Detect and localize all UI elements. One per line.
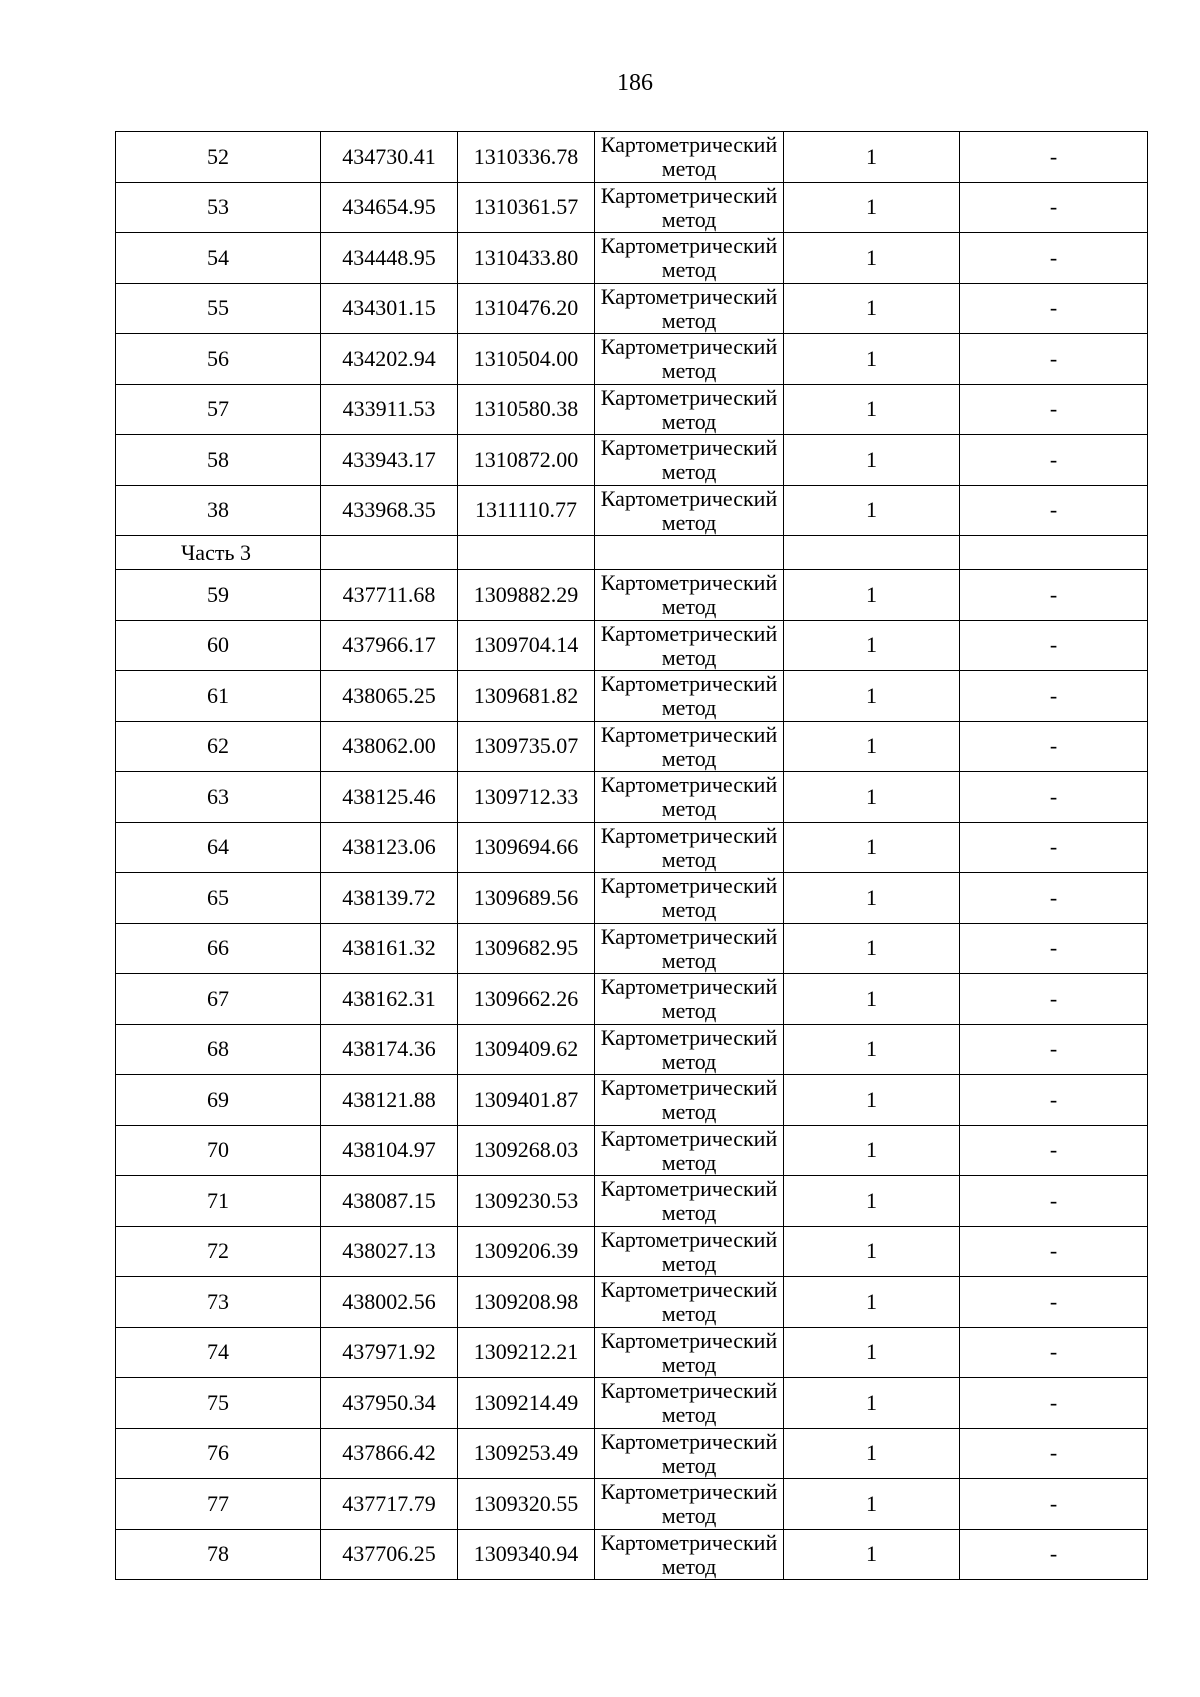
table-row (116, 1176, 1148, 1227)
empty-cell (595, 536, 784, 570)
point-number-cell: 65 (116, 873, 321, 924)
x-coordinate-cell: 437711.68 (321, 570, 458, 621)
table-row (116, 620, 1148, 671)
x-coordinate-cell: 438002.56 (321, 1277, 458, 1328)
x-coordinate-cell: 437971.92 (321, 1327, 458, 1378)
note-cell: - (960, 1277, 1148, 1328)
note-cell: - (960, 1327, 1148, 1378)
section-row (116, 536, 1148, 570)
method-cell: Картометрический метод (595, 873, 784, 924)
method-cell: Картометрический метод (595, 132, 784, 183)
note-cell: - (960, 1024, 1148, 1075)
accuracy-cell: 1 (784, 435, 960, 486)
table-row (116, 923, 1148, 974)
accuracy-cell: 1 (784, 1327, 960, 1378)
accuracy-cell: 1 (784, 772, 960, 823)
method-cell: Картометрический метод (595, 485, 784, 536)
table-row (116, 1327, 1148, 1378)
point-number-cell: 57 (116, 384, 321, 435)
x-coordinate-cell: 437866.42 (321, 1428, 458, 1479)
table-row (116, 721, 1148, 772)
x-coordinate-cell: 438104.97 (321, 1125, 458, 1176)
method-cell: Картометрический метод (595, 822, 784, 873)
point-number-cell: 72 (116, 1226, 321, 1277)
table-row (116, 485, 1148, 536)
note-cell: - (960, 1176, 1148, 1227)
note-cell: - (960, 772, 1148, 823)
point-number-cell: 52 (116, 132, 321, 183)
y-coordinate-cell: 1309704.14 (458, 620, 595, 671)
x-coordinate-cell: 438062.00 (321, 721, 458, 772)
y-coordinate-cell: 1311110.77 (458, 485, 595, 536)
y-coordinate-cell: 1310580.38 (458, 384, 595, 435)
accuracy-cell: 1 (784, 1378, 960, 1429)
accuracy-cell: 1 (784, 233, 960, 284)
x-coordinate-cell: 438123.06 (321, 822, 458, 873)
accuracy-cell: 1 (784, 384, 960, 435)
table-row (116, 1479, 1148, 1530)
note-cell: - (960, 334, 1148, 385)
point-number-cell: 56 (116, 334, 321, 385)
accuracy-cell: 1 (784, 873, 960, 924)
y-coordinate-cell: 1309712.33 (458, 772, 595, 823)
method-cell: Картометрический метод (595, 384, 784, 435)
note-cell: - (960, 1226, 1148, 1277)
y-coordinate-cell: 1309214.49 (458, 1378, 595, 1429)
note-cell: - (960, 1479, 1148, 1530)
accuracy-cell: 1 (784, 923, 960, 974)
method-cell: Картометрический метод (595, 233, 784, 284)
table-row (116, 334, 1148, 385)
accuracy-cell: 1 (784, 570, 960, 621)
point-number-cell: 75 (116, 1378, 321, 1429)
y-coordinate-cell: 1310872.00 (458, 435, 595, 486)
note-cell: - (960, 873, 1148, 924)
x-coordinate-cell: 438121.88 (321, 1075, 458, 1126)
x-coordinate-cell: 434730.41 (321, 132, 458, 183)
note-cell: - (960, 1075, 1148, 1126)
coordinates-table (115, 131, 1148, 1580)
y-coordinate-cell: 1309230.53 (458, 1176, 595, 1227)
method-cell: Картометрический метод (595, 1125, 784, 1176)
page-number: 186 (617, 70, 653, 96)
x-coordinate-cell: 437717.79 (321, 1479, 458, 1530)
table-row (116, 1378, 1148, 1429)
section-label: Часть 3 (116, 536, 321, 570)
point-number-cell: 78 (116, 1529, 321, 1580)
table-row (116, 233, 1148, 284)
method-cell: Картометрический метод (595, 671, 784, 722)
x-coordinate-cell: 438027.13 (321, 1226, 458, 1277)
x-coordinate-cell: 438161.32 (321, 923, 458, 974)
accuracy-cell: 1 (784, 1428, 960, 1479)
y-coordinate-cell: 1309253.49 (458, 1428, 595, 1479)
method-cell: Картометрический метод (595, 974, 784, 1025)
note-cell: - (960, 435, 1148, 486)
accuracy-cell: 1 (784, 1479, 960, 1530)
table-row (116, 822, 1148, 873)
table-row (116, 1428, 1148, 1479)
method-cell: Картометрический метод (595, 620, 784, 671)
point-number-cell: 38 (116, 485, 321, 536)
accuracy-cell: 1 (784, 1226, 960, 1277)
point-number-cell: 60 (116, 620, 321, 671)
table-row (116, 435, 1148, 486)
y-coordinate-cell: 1309268.03 (458, 1125, 595, 1176)
note-cell: - (960, 283, 1148, 334)
y-coordinate-cell: 1309340.94 (458, 1529, 595, 1580)
accuracy-cell: 1 (784, 1125, 960, 1176)
y-coordinate-cell: 1309206.39 (458, 1226, 595, 1277)
point-number-cell: 76 (116, 1428, 321, 1479)
method-cell: Картометрический метод (595, 570, 784, 621)
accuracy-cell: 1 (784, 671, 960, 722)
note-cell: - (960, 485, 1148, 536)
table-row (116, 671, 1148, 722)
y-coordinate-cell: 1310504.00 (458, 334, 595, 385)
accuracy-cell: 1 (784, 1024, 960, 1075)
x-coordinate-cell: 434301.15 (321, 283, 458, 334)
y-coordinate-cell: 1309682.95 (458, 923, 595, 974)
point-number-cell: 54 (116, 233, 321, 284)
method-cell: Картометрический метод (595, 334, 784, 385)
note-cell: - (960, 620, 1148, 671)
point-number-cell: 73 (116, 1277, 321, 1328)
point-number-cell: 66 (116, 923, 321, 974)
point-number-cell: 77 (116, 1479, 321, 1530)
table-row (116, 1075, 1148, 1126)
x-coordinate-cell: 434448.95 (321, 233, 458, 284)
x-coordinate-cell: 438125.46 (321, 772, 458, 823)
y-coordinate-cell: 1310336.78 (458, 132, 595, 183)
note-cell: - (960, 1378, 1148, 1429)
y-coordinate-cell: 1309694.66 (458, 822, 595, 873)
note-cell: - (960, 570, 1148, 621)
y-coordinate-cell: 1309681.82 (458, 671, 595, 722)
point-number-cell: 71 (116, 1176, 321, 1227)
note-cell: - (960, 132, 1148, 183)
y-coordinate-cell: 1309689.56 (458, 873, 595, 924)
method-cell: Картометрический метод (595, 772, 784, 823)
x-coordinate-cell: 438139.72 (321, 873, 458, 924)
method-cell: Картометрический метод (595, 1529, 784, 1580)
accuracy-cell: 1 (784, 1277, 960, 1328)
method-cell: Картометрический метод (595, 721, 784, 772)
y-coordinate-cell: 1309735.07 (458, 721, 595, 772)
empty-cell (784, 536, 960, 570)
method-cell: Картометрический метод (595, 1479, 784, 1530)
accuracy-cell: 1 (784, 620, 960, 671)
table-row (116, 772, 1148, 823)
empty-cell (458, 536, 595, 570)
table-row (116, 1024, 1148, 1075)
note-cell: - (960, 671, 1148, 722)
accuracy-cell: 1 (784, 283, 960, 334)
accuracy-cell: 1 (784, 182, 960, 233)
point-number-cell: 59 (116, 570, 321, 621)
point-number-cell: 58 (116, 435, 321, 486)
point-number-cell: 67 (116, 974, 321, 1025)
point-number-cell: 74 (116, 1327, 321, 1378)
note-cell: - (960, 384, 1148, 435)
point-number-cell: 64 (116, 822, 321, 873)
empty-cell (321, 536, 458, 570)
point-number-cell: 53 (116, 182, 321, 233)
point-number-cell: 55 (116, 283, 321, 334)
x-coordinate-cell: 438087.15 (321, 1176, 458, 1227)
method-cell: Картометрический метод (595, 1075, 784, 1126)
y-coordinate-cell: 1309882.29 (458, 570, 595, 621)
table-row (116, 974, 1148, 1025)
method-cell: Картометрический метод (595, 1378, 784, 1429)
point-number-cell: 62 (116, 721, 321, 772)
y-coordinate-cell: 1309401.87 (458, 1075, 595, 1126)
x-coordinate-cell: 434202.94 (321, 334, 458, 385)
note-cell: - (960, 182, 1148, 233)
table-row (116, 384, 1148, 435)
x-coordinate-cell: 438065.25 (321, 671, 458, 722)
y-coordinate-cell: 1309320.55 (458, 1479, 595, 1530)
table-row (116, 182, 1148, 233)
accuracy-cell: 1 (784, 132, 960, 183)
point-number-cell: 70 (116, 1125, 321, 1176)
point-number-cell: 69 (116, 1075, 321, 1126)
accuracy-cell: 1 (784, 334, 960, 385)
method-cell: Картометрический метод (595, 1428, 784, 1479)
point-number-cell: 68 (116, 1024, 321, 1075)
table-row (116, 283, 1148, 334)
method-cell: Картометрический метод (595, 1226, 784, 1277)
x-coordinate-cell: 438162.31 (321, 974, 458, 1025)
accuracy-cell: 1 (784, 822, 960, 873)
point-number-cell: 63 (116, 772, 321, 823)
note-cell: - (960, 923, 1148, 974)
y-coordinate-cell: 1309208.98 (458, 1277, 595, 1328)
method-cell: Картометрический метод (595, 923, 784, 974)
note-cell: - (960, 233, 1148, 284)
table-row (116, 1277, 1148, 1328)
method-cell: Картометрический метод (595, 1024, 784, 1075)
note-cell: - (960, 974, 1148, 1025)
method-cell: Картометрический метод (595, 1277, 784, 1328)
method-cell: Картометрический метод (595, 182, 784, 233)
y-coordinate-cell: 1310361.57 (458, 182, 595, 233)
accuracy-cell: 1 (784, 1529, 960, 1580)
x-coordinate-cell: 437966.17 (321, 620, 458, 671)
x-coordinate-cell: 433911.53 (321, 384, 458, 435)
accuracy-cell: 1 (784, 1176, 960, 1227)
point-number-cell: 61 (116, 671, 321, 722)
x-coordinate-cell: 438174.36 (321, 1024, 458, 1075)
note-cell: - (960, 721, 1148, 772)
accuracy-cell: 1 (784, 485, 960, 536)
note-cell: - (960, 1428, 1148, 1479)
accuracy-cell: 1 (784, 1075, 960, 1126)
note-cell: - (960, 822, 1148, 873)
x-coordinate-cell: 433943.17 (321, 435, 458, 486)
accuracy-cell: 1 (784, 721, 960, 772)
note-cell: - (960, 1529, 1148, 1580)
x-coordinate-cell: 437706.25 (321, 1529, 458, 1580)
note-cell: - (960, 1125, 1148, 1176)
y-coordinate-cell: 1310476.20 (458, 283, 595, 334)
method-cell: Картометрический метод (595, 1327, 784, 1378)
table-row (116, 873, 1148, 924)
y-coordinate-cell: 1309212.21 (458, 1327, 595, 1378)
table-row (116, 1529, 1148, 1580)
accuracy-cell: 1 (784, 974, 960, 1025)
table-row (116, 132, 1148, 183)
y-coordinate-cell: 1309409.62 (458, 1024, 595, 1075)
x-coordinate-cell: 434654.95 (321, 182, 458, 233)
method-cell: Картометрический метод (595, 1176, 784, 1227)
empty-cell (960, 536, 1148, 570)
method-cell: Картометрический метод (595, 435, 784, 486)
x-coordinate-cell: 437950.34 (321, 1378, 458, 1429)
table-row (116, 1125, 1148, 1176)
table-row (116, 1226, 1148, 1277)
table-row (116, 570, 1148, 621)
method-cell: Картометрический метод (595, 283, 784, 334)
coordinates-table-body (116, 132, 1148, 1580)
x-coordinate-cell: 433968.35 (321, 485, 458, 536)
y-coordinate-cell: 1309662.26 (458, 974, 595, 1025)
y-coordinate-cell: 1310433.80 (458, 233, 595, 284)
